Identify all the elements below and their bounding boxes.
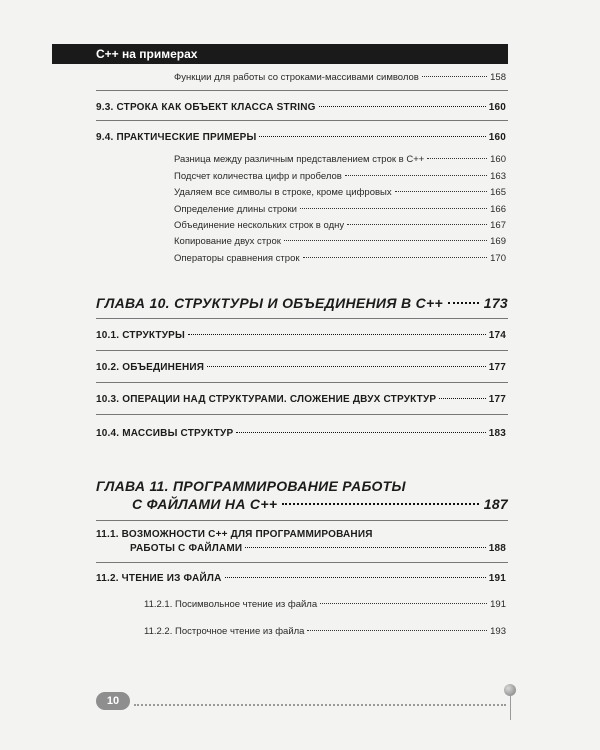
page-number-tab [96,692,130,710]
toc-section[interactable] [96,102,506,113]
dot-leader [284,240,487,241]
page-number: 10 [106,695,120,707]
divider [96,350,508,351]
toc-chapter-label: ГЛАВА 10. СТРУКТУРЫ И ОБЪЕДИНЕНИЯ В C++ [96,295,443,311]
dot-leader [207,366,486,367]
toc-entry-label: Разница между различным представлением строк в C++ [174,154,425,165]
toc-entry-label: Удаляем все символы в строке, кроме цифровых [174,187,392,198]
toc-section-page: 191 [488,573,506,584]
toc-entry[interactable] [144,626,506,637]
toc-entry-page: 169 [490,236,506,247]
dot-leader [236,432,485,433]
toc-section-label: 10.3. ОПЕРАЦИИ НАД СТРУКТУРАМИ. СЛОЖЕНИЕ ДВУХ СТРУКТУР [96,394,437,405]
dot-leader [259,136,485,137]
toc-entry-page: 165 [490,187,506,198]
dot-leader [300,208,487,209]
divider [96,414,508,415]
divider [96,318,508,319]
toc-section-label: 9.4. ПРАКТИЧЕСКИЕ ПРИМЕРЫ [96,132,257,143]
dot-leader [320,603,487,604]
divider [96,120,508,121]
toc-entry-label: Объединение нескольких строк в одну [174,220,345,231]
toc-section-label: 10.4. МАССИВЫ СТРУКТУР [96,428,234,439]
toc-entry-page: 163 [490,171,506,182]
toc-entry-page: 167 [490,220,506,231]
running-header-title: C++ на примерах [96,47,198,61]
toc-section-page: 177 [488,362,506,373]
dot-leader [225,577,486,578]
toc-section-label: 10.2. ОБЪЕДИНЕНИЯ [96,362,205,373]
toc-section-page: 160 [488,132,506,143]
toc-chapter-label: С ФАЙЛАМИ НА C++ [132,496,278,512]
toc-entry[interactable] [174,253,506,264]
toc-entry[interactable] [174,220,506,231]
toc-entry-label: Копирование двух строк [174,236,281,247]
dot-leader [427,158,487,159]
dot-leader [395,191,488,192]
toc-entry-label: Определение длины строки [174,204,297,215]
toc-section-page: 160 [488,102,506,113]
divider [96,90,508,91]
toc-entry[interactable] [174,72,506,83]
toc-chapter[interactable] [132,496,508,512]
toc-section-label: 11.1. ВОЗМОЖНОСТИ C++ ДЛЯ ПРОГРАММИРОВАНИЯ [96,529,373,540]
toc-entry-page: 193 [490,626,506,637]
dot-leader [245,547,485,548]
toc-section[interactable] [96,362,506,373]
toc-section-label: 11.2. ЧТЕНИЕ ИЗ ФАЙЛА [96,573,222,584]
toc-section[interactable] [96,394,506,405]
dot-leader [307,630,487,631]
dot-leader [439,398,485,399]
toc-section-page: 188 [488,543,506,554]
dot-leader [422,76,487,77]
toc-section-label: РАБОТЫ С ФАЙЛАМИ [130,543,243,554]
toc-section[interactable] [96,330,506,341]
toc-section-page: 174 [488,330,506,341]
divider [96,382,508,383]
toc-section-page: 183 [488,428,506,439]
toc-chapter[interactable] [96,295,508,311]
toc-section-page: 177 [488,394,506,405]
divider [96,520,508,521]
footer-dotted-rule [134,704,506,706]
toc-entry-label: 11.2.1. Посимвольное чтение из файла [144,599,318,610]
dot-leader [282,503,478,505]
dot-leader [303,257,488,258]
dot-leader [188,334,486,335]
toc-entry[interactable] [174,171,506,182]
toc-entry[interactable] [174,204,506,215]
toc-entry[interactable] [174,187,506,198]
footer-vertical-rule [510,696,511,720]
toc-entry-label: Операторы сравнения строк [174,253,300,264]
toc-section[interactable] [96,573,506,584]
footer-ornament-icon [504,684,516,696]
dot-leader [448,302,479,304]
toc-entry-page: 166 [490,204,506,215]
toc-chapter-title-line1: ГЛАВА 11. ПРОГРАММИРОВАНИЕ РАБОТЫ [96,478,406,494]
running-header [52,44,508,64]
toc-entry-page: 191 [490,599,506,610]
toc-section-label: 10.1. СТРУКТУРЫ [96,330,186,341]
divider [96,562,508,563]
toc-section-title-line1 [96,529,373,540]
toc-chapter-page: 173 [483,295,508,311]
toc-entry[interactable] [144,599,506,610]
dot-leader [347,224,487,225]
toc-entry[interactable] [174,154,506,165]
toc-chapter-page: 187 [483,496,508,512]
toc-entry[interactable] [174,236,506,247]
toc-section-label: 9.3. СТРОКА КАК ОБЪЕКТ КЛАССА STRING [96,102,316,113]
toc-entry-label: Функции для работы со строками-массивами символов [174,72,419,83]
toc-section[interactable] [96,428,506,439]
toc-section[interactable] [130,543,506,554]
toc-entry-page: 170 [490,253,506,264]
toc-section[interactable] [96,132,506,143]
dot-leader [319,106,486,107]
dot-leader [345,175,487,176]
toc-entry-page: 160 [490,154,506,165]
toc-entry-label: Подсчет количества цифр и пробелов [174,171,342,182]
toc-entry-label: 11.2.2. Построчное чтение из файла [144,626,305,637]
toc-entry-page: 158 [490,72,506,83]
